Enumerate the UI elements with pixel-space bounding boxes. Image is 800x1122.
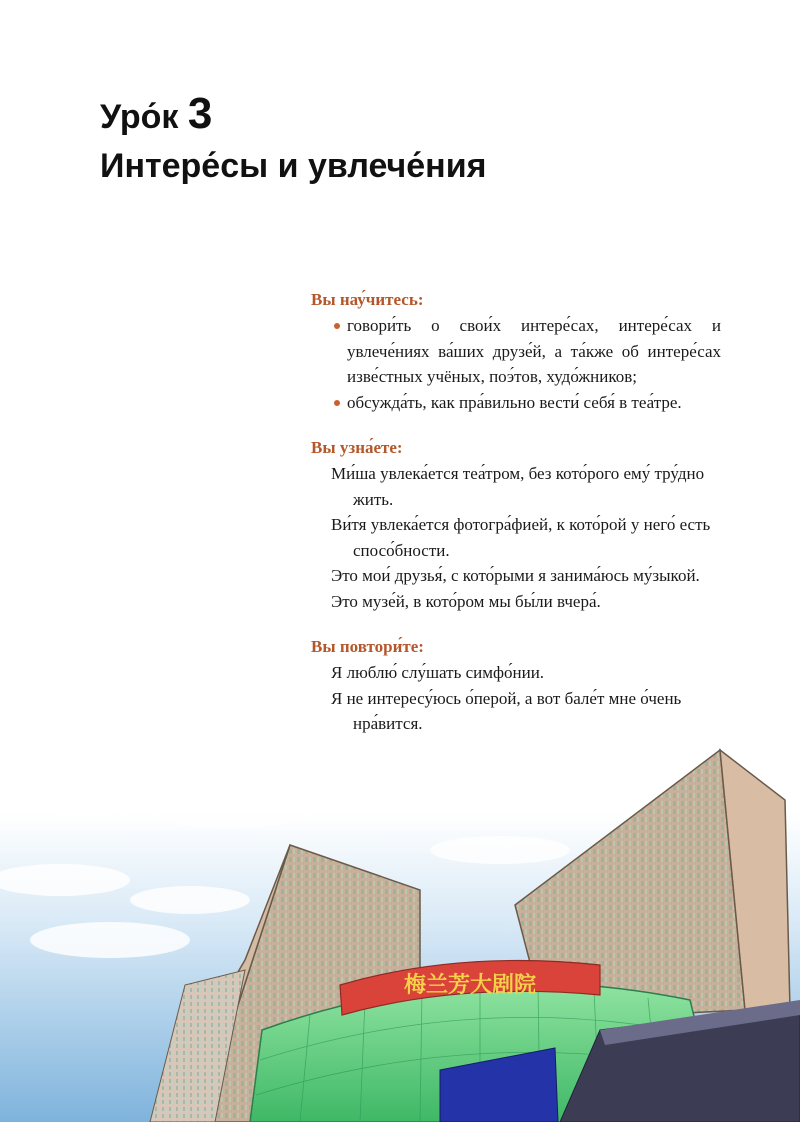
- list-item-text: говори́ть о свои́х интере́сах, интере́сах и увлече́ниях ва́ших друзе́й, а та́кже об интере́сах изве́стных учёных, поэ́тов, худо́жников;: [347, 316, 721, 386]
- example-sentence: Ви́тя увлека́ется фотогра́фией, к кото́рой у него́ есть спосо́бности.: [331, 515, 711, 560]
- grammar-examples: [331, 461, 721, 614]
- lesson-label: Уро́к: [100, 98, 179, 136]
- list-item: [334, 390, 721, 416]
- example-sentence: Я не интересу́юсь о́перой, а вот бале́т мне о́чень нра́вится.: [331, 688, 682, 733]
- skills-list: [311, 313, 721, 415]
- lesson-number: 3: [187, 89, 213, 138]
- review-examples: [331, 660, 721, 737]
- example-sentence: Это мои́ друзья́, с кото́рыми я занима́юсь му́зыкой.: [331, 566, 700, 585]
- bullet-icon: [334, 400, 340, 406]
- example-sentence: Я люблю́ слу́шать симфо́нии.: [331, 663, 545, 682]
- lesson-title: Интере́сы и увлече́ния: [100, 147, 487, 185]
- lesson-label-line: [100, 89, 486, 139]
- bullet-icon: [334, 323, 340, 329]
- section-learn-skills: [311, 288, 721, 415]
- list-item-text: обсужда́ть, как пра́вильно вести́ себя́ в теа́тре.: [347, 392, 682, 412]
- section-learn-grammar: [311, 436, 721, 614]
- section-heading-learn-grammar: Вы узна́ете:: [311, 438, 403, 457]
- list-item: [334, 313, 721, 390]
- section-heading-learn-skills: Вы нау́читесь:: [311, 290, 424, 309]
- section-review: [311, 635, 721, 737]
- example-sentence: Это музе́й, в кото́ром мы бы́ли вчера́.: [331, 591, 601, 611]
- lesson-objectives: [311, 288, 721, 758]
- theatre-banner-text: 梅兰芳大剧院: [403, 973, 537, 998]
- example-sentence: Ми́ша увлека́ется теа́тром, без кото́рого ему́ тру́дно жить.: [331, 464, 705, 509]
- lesson-header: [100, 89, 487, 189]
- section-heading-review: Вы повтори́те:: [311, 637, 424, 656]
